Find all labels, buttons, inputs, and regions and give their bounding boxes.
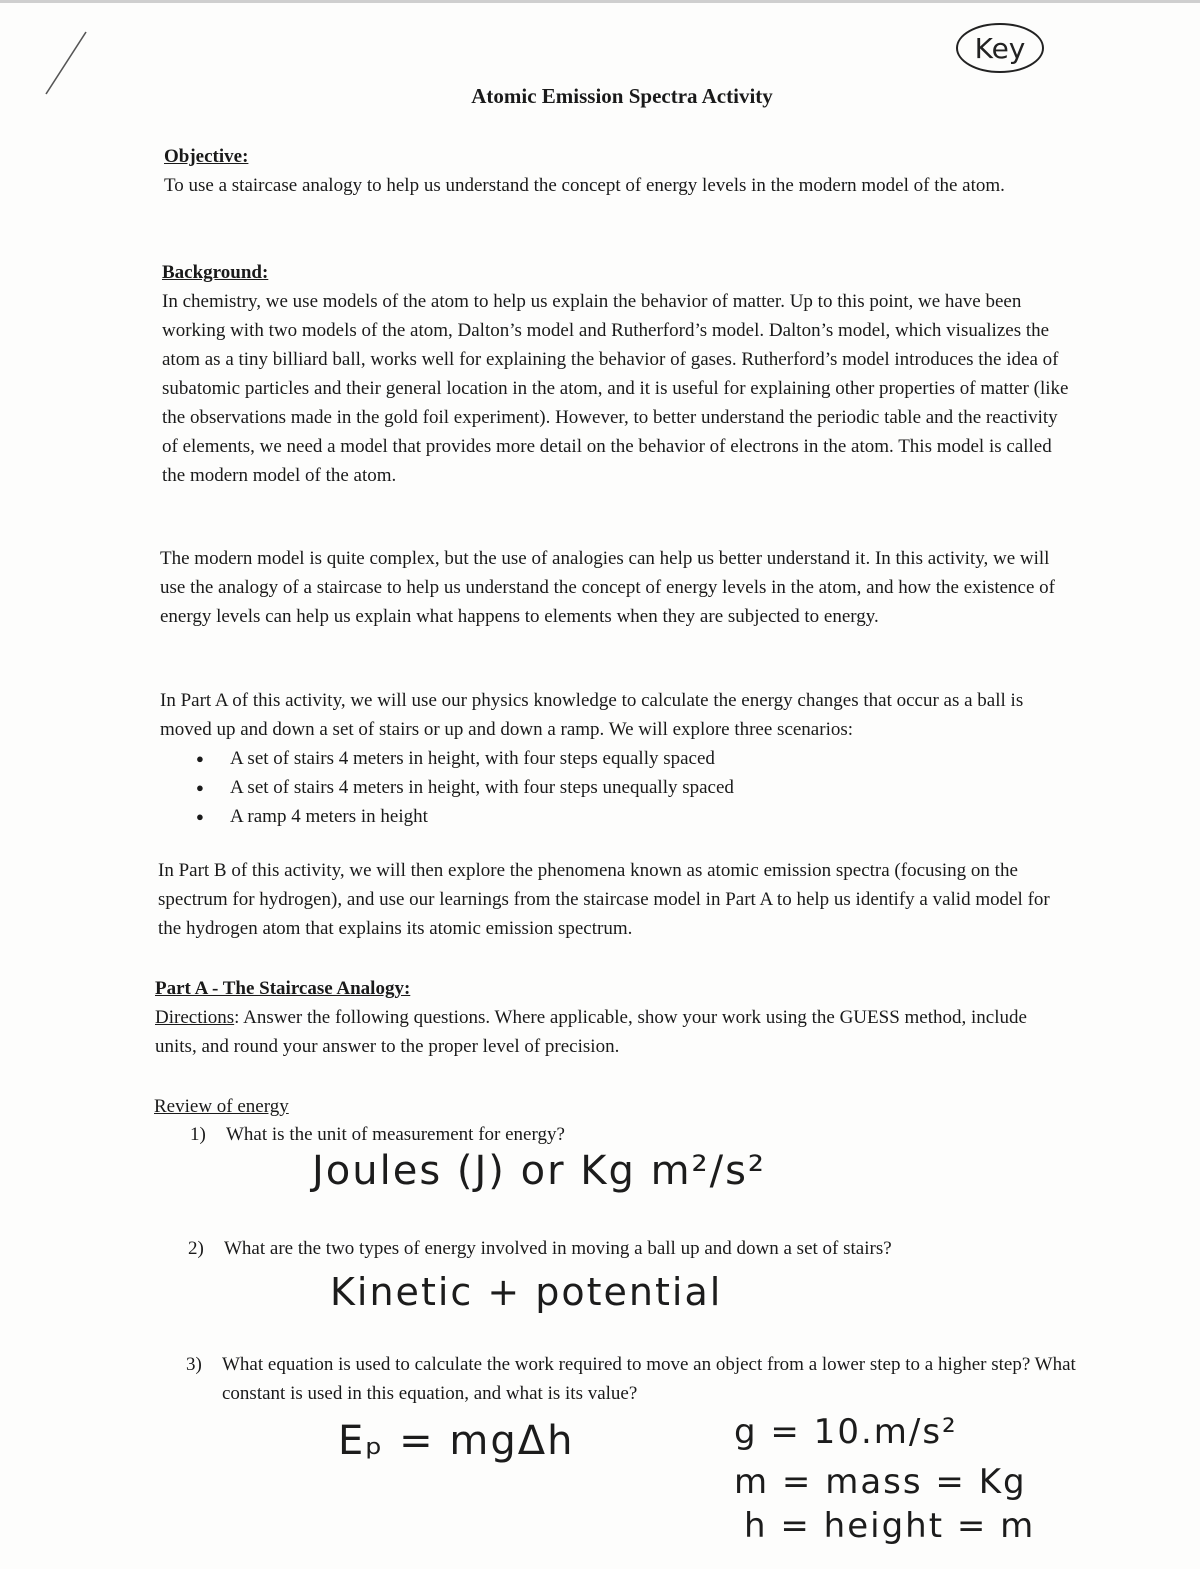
- page-title: Atomic Emission Spectra Activity: [471, 84, 773, 108]
- objective-heading: Objective:: [164, 146, 249, 167]
- question-1: [190, 1120, 1050, 1149]
- question-number: 3): [186, 1354, 202, 1375]
- question-number: 1): [190, 1124, 206, 1145]
- directions-text: : Answer the following questions. Where applicable, show your work using the GUESS method, include units, and round your answer to the proper level of precision.: [155, 1007, 1027, 1057]
- answer-1-handwriting: Joules (J) or Kg m²/s²: [312, 1148, 766, 1194]
- answer-3-equation: Eₚ = mgΔh: [338, 1418, 575, 1464]
- review-of-energy-heading: Review of energy: [154, 1096, 289, 1117]
- directions-label: Directions: [155, 1007, 235, 1028]
- question-text: What equation is used to calculate the work required to move an object from a lower step to a higher step? What constant is used in this equation, and what is its value?: [222, 1354, 1076, 1404]
- answer-3-mass: m = mass = Kg: [734, 1462, 1027, 1502]
- background-paragraph-4-block: [158, 856, 1070, 943]
- scenario-item: ● A ramp 4 meters in height: [160, 802, 1070, 831]
- objective-text: To use a staircase analogy to help us understand the concept of energy levels in the modern model of the atom.: [164, 175, 1005, 196]
- question-number: 2): [188, 1238, 204, 1259]
- part-a-directions: [155, 1003, 1035, 1061]
- question-text: What is the unit of measurement for energy?: [226, 1124, 565, 1145]
- background-paragraph-2: The modern model is quite complex, but the use of analogies can help us better understand it. In this activity, we will use the analogy of a staircase to help us understand the concept of energy levels in the atom, and how the existence of energy levels can help us explain what happens to elements when they are subjected to energy.: [160, 548, 1055, 627]
- answer-2-handwriting: Kinetic + potential: [330, 1270, 723, 1314]
- background-paragraph-1: In chemistry, we use models of the atom to help us explain the behavior of matter. Up to this point, we have been working with two models of the atom, Dalton’s model and Rutherford’s model. Dalton’s model, which visualizes the atom as a tiny billiard ball, works well for explaining the behavior of gases. Rutherford’s model introduces the idea of subatomic particles and their general location in the atom, and it is useful for explaining other properties of matter (like the observations made in the gold foil experiment). However, to better understand the periodic table and the reactivity of elements, we need a model that provides more detail on the behavior of electrons in the atom. This model is called the modern model of the atom.: [162, 291, 1069, 486]
- key-stamp-text: Key: [974, 31, 1026, 65]
- scenario-item: ● A set of stairs 4 meters in height, with four steps equally spaced: [160, 744, 1070, 773]
- part-a-section: [155, 974, 1035, 1061]
- question-2: [188, 1234, 1048, 1263]
- key-stamp: [954, 20, 1046, 76]
- question-text: What are the two types of energy involved in moving a ball up and down a set of stairs?: [224, 1238, 892, 1259]
- scenario-item: ● A set of stairs 4 meters in height, with four steps unequally spaced: [160, 773, 1070, 802]
- page-top-edge: [0, 0, 1200, 3]
- background-paragraph-2-block: [160, 544, 1070, 631]
- answer-3-g-constant: g = 10.m/s²: [734, 1412, 958, 1452]
- objective-section: [164, 142, 1064, 200]
- answer-3-height: h = height = m: [744, 1506, 1036, 1546]
- question-3: [186, 1350, 1082, 1408]
- part-a-heading: Part A - The Staircase Analogy:: [155, 978, 411, 999]
- background-paragraph-4: In Part B of this activity, we will then explore the phenomena known as atomic emission spectra (focusing on the spectrum for hydrogen), and use our learnings from the staircase model in Part A to help us identify a valid model for the hydrogen atom that explains its atomic emission spectrum.: [158, 860, 1050, 939]
- scenario-list: [160, 744, 1070, 831]
- background-paragraph-3: In Part A of this activity, we will use our physics knowledge to calculate the energy changes that occur as a ball is moved up and down a set of stairs or up and down a ramp. We will explore three scenarios:: [160, 690, 1024, 740]
- background-section: [162, 258, 1072, 490]
- background-paragraph-3-block: [160, 686, 1070, 831]
- background-heading: Background:: [162, 262, 269, 283]
